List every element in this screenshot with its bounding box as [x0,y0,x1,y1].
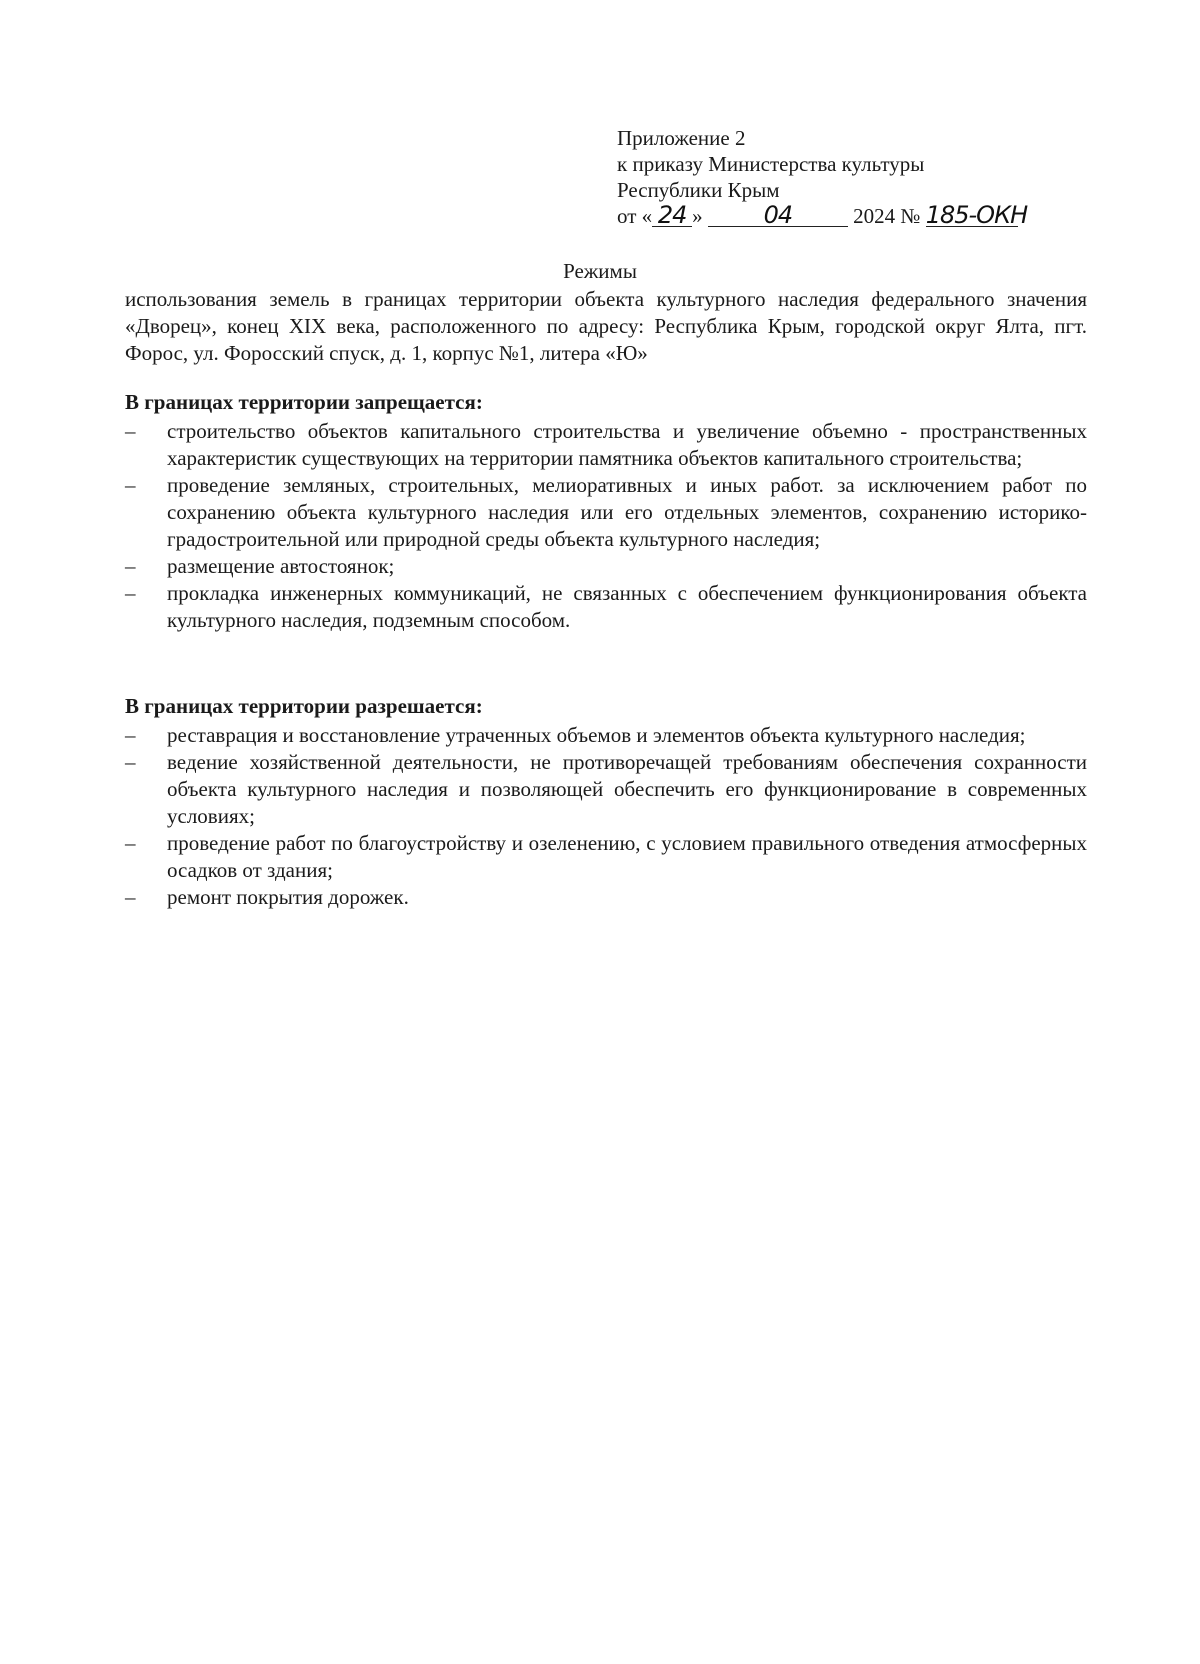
list-item [125,830,1087,884]
list-item [125,884,1087,911]
appendix-title: Приложение 2 [617,126,746,150]
appendix-republic: Республики Крым [617,178,780,202]
date-mid: » [692,204,703,228]
appendix-block [617,125,1097,229]
list-item-text: строительство объектов капитального строительства и увеличение объемно - пространственных характеристик существующих на территории памятника объектов капитального строительства; [167,419,1087,470]
date-year: 2024 № [853,204,921,228]
date-month: 04 [708,204,848,227]
order-number: 185-ОКН [925,201,1028,229]
dash-bullet: – [125,885,136,909]
document-subtitle: использования земель в границах территории объекта культурного наследия федерального значения «Дворец», конец XIX века, расположенного по адресу: Республика Крым, городской округ Ялта, пгт. Форос, ул. Форосский спуск, д. 1, корпус №1, литера «Ю» [125,287,1087,365]
dash-bullet: – [125,581,136,605]
list-item [125,553,1087,580]
dash-bullet: – [125,750,136,774]
prohibited-section [125,389,1087,634]
permitted-title: В границах территории разрешается: [125,694,483,718]
dash-bullet: – [125,831,136,855]
date-prefix: от « [617,204,653,228]
list-item [125,749,1087,830]
list-item-text: прокладка инженерных коммуникаций, не связанных с обеспечением функционирования объекта культурного наследия, подземным способом. [167,581,1087,632]
list-item [125,472,1087,553]
prohibited-title: В границах территории запрещается: [125,390,483,414]
dash-bullet: – [125,554,136,578]
appendix-date-line [617,203,1097,229]
date-day: 24 [652,204,692,227]
appendix-order-ref: к приказу Министерства культуры [617,152,925,176]
list-item-text: проведение земляных, строительных, мелиоративных и иных работ. за исключением работ по сохранению объекта культурного наследия или его отдельных элементов, сохранению историко-градостроительной или природной среды объекта культурного наследия; [167,473,1087,551]
dash-bullet: – [125,419,136,443]
list-item [125,580,1087,634]
permitted-section [125,693,1087,911]
list-item-text: реставрация и восстановление утраченных объемов и элементов объекта культурного наследия; [167,723,1026,747]
list-item-text: ремонт покрытия дорожек. [167,885,409,909]
list-item [125,418,1087,472]
dash-bullet: – [125,723,136,747]
list-item-text: проведение работ по благоустройству и озеленению, с условием правильного отведения атмосферных осадков от здания; [167,831,1087,882]
dash-bullet: – [125,473,136,497]
document-heading: Режимы [563,259,637,283]
list-item-text: размещение автостоянок; [167,554,395,578]
list-item [125,722,1087,749]
list-item-text: ведение хозяйственной деятельности, не противоречащей требованиям обеспечения сохранности объекта культурного наследия и позволяющей обеспечить его функционирование в современных условиях; [167,750,1087,828]
